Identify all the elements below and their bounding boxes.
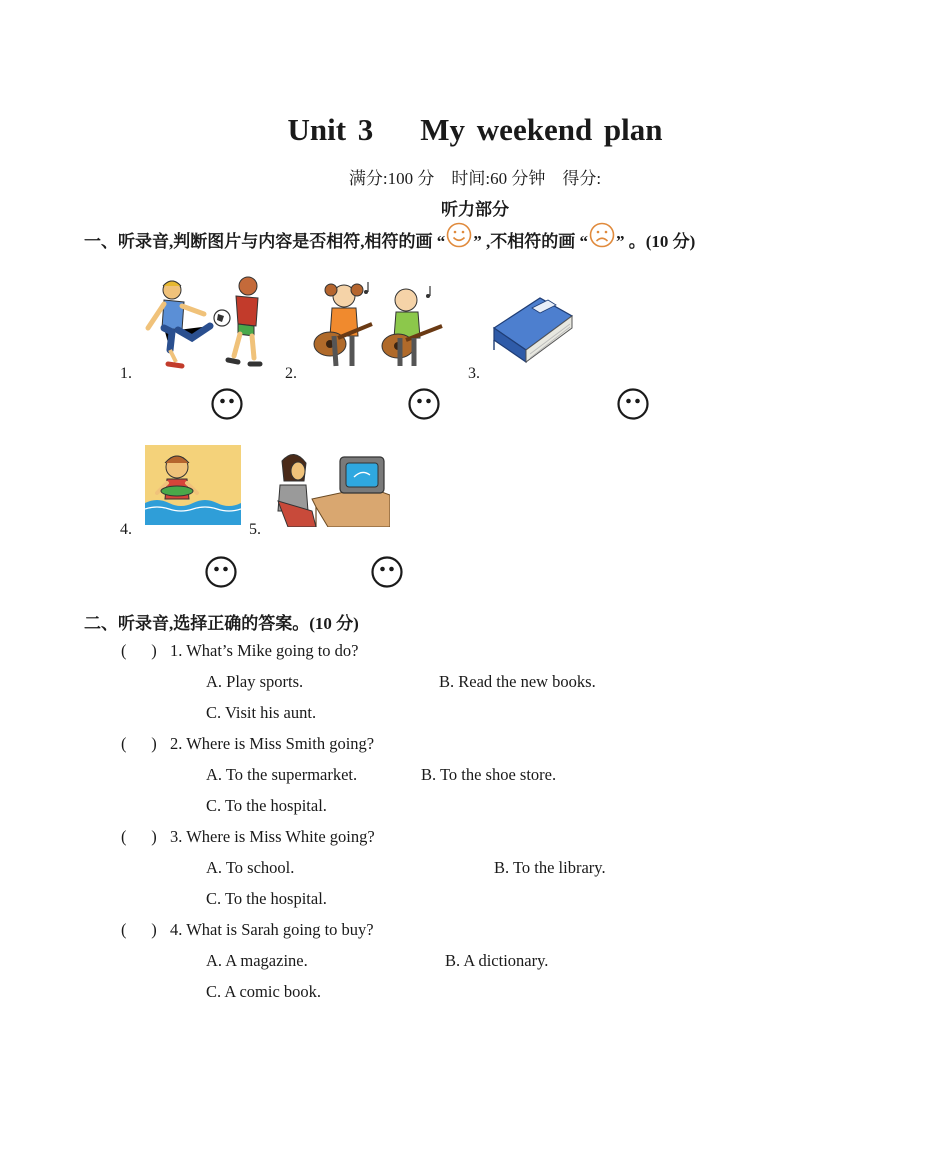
answer-blank[interactable] bbox=[121, 827, 157, 847]
option-b[interactable]: B. To the shoe store. bbox=[421, 765, 557, 784]
option-a[interactable]: A. Play sports. bbox=[206, 672, 304, 691]
option-a[interactable]: A. To the supermarket. bbox=[206, 765, 358, 784]
answer-blank-paren: ( ) bbox=[121, 827, 157, 846]
option-b[interactable]: B. A dictionary. bbox=[445, 951, 549, 970]
section-heading: 听力部分 bbox=[441, 200, 509, 219]
answer-face-icon[interactable] bbox=[408, 388, 440, 420]
part2-heading: 二、听录音,选择正确的答案。(10 分) bbox=[84, 614, 359, 633]
option-a[interactable]: A. To school. bbox=[206, 858, 295, 877]
answer-blank-paren: ( ) bbox=[121, 734, 157, 753]
part1-heading-mid: ” ,不相符的画 “ bbox=[473, 231, 588, 251]
book-picture bbox=[488, 294, 574, 366]
answer-face-icon[interactable] bbox=[371, 556, 403, 588]
item-2-number: 2. bbox=[285, 365, 297, 382]
answer-blank-paren: ( ) bbox=[121, 920, 157, 939]
answer-blank-paren: ( ) bbox=[121, 641, 157, 660]
option-a[interactable]: A. A magazine. bbox=[206, 951, 308, 970]
option-c[interactable]: C. Visit his aunt. bbox=[206, 703, 317, 722]
part1-heading-suffix: ” 。(10 分) bbox=[616, 231, 696, 251]
item-3-number: 3. bbox=[468, 365, 480, 382]
question-text: 2. Where is Miss Smith going? bbox=[170, 734, 375, 753]
smile-face-icon bbox=[446, 222, 472, 248]
answer-blank[interactable] bbox=[121, 920, 157, 940]
item-5-number: 5. bbox=[249, 521, 261, 538]
option-c[interactable]: C. To the hospital. bbox=[206, 889, 327, 908]
item-4-number: 4. bbox=[120, 521, 132, 538]
part1-heading bbox=[84, 226, 695, 252]
guitar-picture bbox=[306, 274, 450, 372]
sad-face-icon bbox=[589, 222, 615, 248]
answer-face-icon[interactable] bbox=[205, 556, 237, 588]
option-b[interactable]: B. To the library. bbox=[494, 858, 606, 877]
answer-face-icon[interactable] bbox=[211, 388, 243, 420]
swimming-picture bbox=[145, 445, 241, 525]
answer-blank[interactable] bbox=[121, 641, 157, 661]
football-picture bbox=[142, 274, 264, 372]
question-text: 1. What’s Mike going to do? bbox=[170, 641, 359, 660]
page-title: Unit 3 My weekend plan bbox=[287, 112, 663, 147]
score-line: 满分:100 分 时间:60 分钟 得分: bbox=[348, 169, 602, 188]
part1-heading-prefix: 一、听录音,判断图片与内容是否相符,相符的画 “ bbox=[84, 231, 446, 251]
answer-blank[interactable] bbox=[121, 734, 157, 754]
item-1-number: 1. bbox=[120, 365, 132, 382]
question-text: 4. What is Sarah going to buy? bbox=[170, 920, 374, 939]
option-c[interactable]: C. To the hospital. bbox=[206, 796, 327, 815]
answer-face-icon[interactable] bbox=[617, 388, 649, 420]
option-b[interactable]: B. Read the new books. bbox=[439, 672, 596, 691]
option-c[interactable]: C. A comic book. bbox=[206, 982, 322, 1001]
tv-picture bbox=[268, 441, 390, 527]
question-text: 3. Where is Miss White going? bbox=[170, 827, 375, 846]
